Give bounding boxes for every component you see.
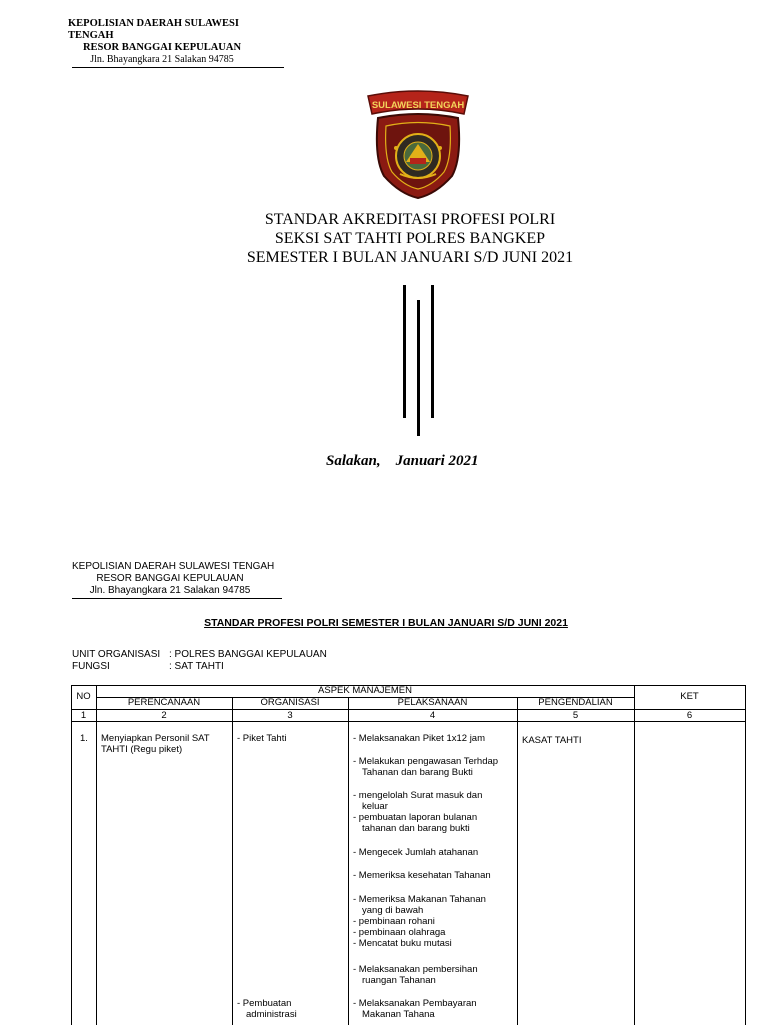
standards-table xyxy=(71,685,746,1025)
unit-label: UNIT ORGANISASI xyxy=(72,649,161,660)
letterhead-address: Jln. Bhayangkara 21 Salakan 94785 xyxy=(90,54,234,65)
table-col-line-4 xyxy=(517,697,518,1025)
header-pengendalian: PENGENDALIAN xyxy=(538,697,613,708)
letterhead-second-line-1: KEPOLISIAN DAERAH SULAWESI TENGAH xyxy=(72,561,275,572)
letterhead-second xyxy=(72,561,284,599)
col-number-4: 4 xyxy=(429,710,436,721)
pelaksanaan-item-cont: Makanan Tahana xyxy=(362,1009,435,1020)
letterhead-second-rule xyxy=(72,598,282,599)
col-number-6: 6 xyxy=(686,710,693,721)
row-1-perencanaan-line-2: TAHTI (Regu piket) xyxy=(101,744,183,755)
decorative-bar-right xyxy=(431,285,434,418)
police-emblem-icon xyxy=(366,88,470,200)
pelaksanaan-item: - pembinaan rohani xyxy=(353,916,435,927)
unit-value: : POLRES BANGGAI KEPULAUAN xyxy=(169,649,327,660)
pelaksanaan-item: - Mencatat buku mutasi xyxy=(353,938,452,949)
letterhead-top xyxy=(68,18,286,68)
letterhead-line-2: RESOR BANGGAI KEPULAUAN xyxy=(82,42,242,53)
pelaksanaan-item: - pembinaan olahraga xyxy=(353,927,446,938)
header-aspek-manajemen: ASPEK MANAJEMEN xyxy=(318,685,412,696)
pelaksanaan-item-cont: tahanan dan barang bukti xyxy=(362,823,470,834)
table-col-line-3 xyxy=(348,697,349,1025)
emblem-banner-text: SULAWESI TENGAH xyxy=(371,100,465,111)
letterhead-rule xyxy=(72,67,284,68)
pelaksanaan-item: - pembuatan laporan bulanan xyxy=(353,812,478,823)
header-pelaksanaan: PELAKSANAAN xyxy=(397,697,468,708)
table-col-line-1 xyxy=(96,685,97,1025)
pelaksanaan-item: - Mengecek Jumlah atahanan xyxy=(353,847,479,858)
title-line-3: SEMESTER I BULAN JANUARI S/D JUNI 2021 xyxy=(246,249,574,266)
table-col-line-2 xyxy=(232,697,233,1025)
pelaksanaan-item: - Melakukan pengawasan Terhdap xyxy=(353,756,499,767)
col-number-3: 3 xyxy=(287,710,293,721)
pelaksanaan-item: - Melaksanakan pembersihan xyxy=(353,964,478,975)
table-col-line-5 xyxy=(634,685,635,1025)
col-number-1: 1 xyxy=(80,710,87,721)
row-1-organisasi-item-1: - Piket Tahti xyxy=(237,733,287,744)
header-no: NO xyxy=(76,691,91,702)
table-border-right xyxy=(745,685,746,1025)
row-1-organisasi-item-2-cont: administrasi xyxy=(246,1009,297,1020)
pelaksanaan-item: - Memeriksa kesehatan Tahanan xyxy=(353,870,491,881)
place-date: Salakan, Januari 2021 xyxy=(326,453,479,469)
pelaksanaan-item-cont: ruangan Tahanan xyxy=(362,975,436,986)
pelaksanaan-item-cont: Tahanan dan barang Bukti xyxy=(362,767,473,778)
row-1-no: 1. xyxy=(80,733,88,744)
fungsi-value: : SAT TAHTI xyxy=(169,661,224,672)
table-line-numbers xyxy=(71,721,746,722)
decorative-bar-left xyxy=(403,285,406,418)
pelaksanaan-item: - Melaksanakan Piket 1x12 jam xyxy=(353,733,486,744)
title-line-1: STANDAR AKREDITASI PROFESI POLRI xyxy=(264,211,556,228)
header-organisasi: ORGANISASI xyxy=(260,697,320,708)
letterhead-second-address: Jln. Bhayangkara 21 Salakan 94785 xyxy=(89,585,251,596)
pelaksanaan-item: - mengelolah Surat masuk dan xyxy=(353,790,483,801)
pelaksanaan-item-cont: yang di bawah xyxy=(362,905,424,916)
document-title xyxy=(200,210,620,267)
col-number-5: 5 xyxy=(572,710,579,721)
header-perencanaan: PERENCANAAN xyxy=(127,697,201,708)
pelaksanaan-item: - Melaksanakan Pembayaran xyxy=(353,998,477,1009)
row-1-perencanaan-line-1: Menyiapkan Personil SAT xyxy=(101,733,210,744)
row-1-organisasi-item-2: - Pembuatan xyxy=(237,998,292,1009)
police-emblem xyxy=(366,88,470,200)
title-line-2: SEKSI SAT TAHTI POLRES BANGKEP xyxy=(274,230,546,247)
decorative-bar-middle xyxy=(417,300,420,436)
table-subtitle: STANDAR PROFESI POLRI SEMESTER I BULAN JANUARI S/D JUNI 2021 xyxy=(204,617,568,629)
letterhead-second-line-2: RESOR BANGGAI KEPULAUAN xyxy=(96,573,244,584)
table-border-left xyxy=(71,685,72,1025)
row-1-pengendalian: KASAT TAHTI xyxy=(522,735,582,746)
fungsi-label: FUNGSI xyxy=(72,661,110,672)
meta-info xyxy=(72,649,327,673)
col-number-2: 2 xyxy=(161,710,167,721)
letterhead-line-1: KEPOLISIAN DAERAH SULAWESI TENGAH xyxy=(68,18,239,41)
pelaksanaan-item-cont: keluar xyxy=(362,801,388,812)
header-ket: KET xyxy=(680,691,699,702)
pelaksanaan-item: - Memeriksa Makanan Tahanan xyxy=(353,894,486,905)
